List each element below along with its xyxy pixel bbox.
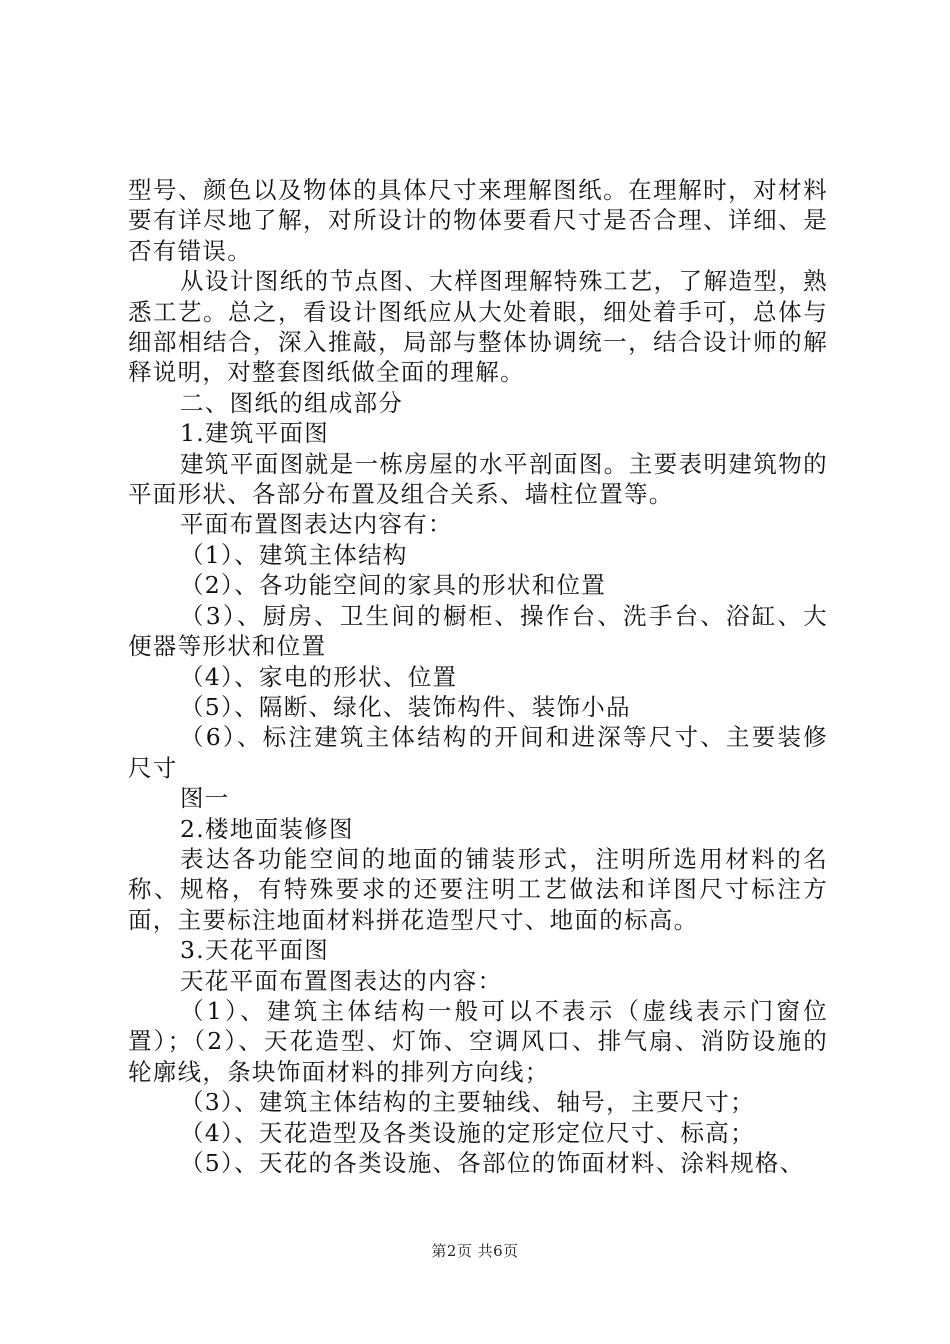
list-item: （1）、建筑主体结构 [180,540,408,569]
list-item: （4）、家电的形状、位置 [180,662,458,691]
subsection-heading: 1.建筑平面图 [180,419,330,448]
subsection-heading: 2.楼地面装修图 [180,814,354,843]
document-body [128,175,828,1178]
section-heading: 二、图纸的组成部分 [180,388,404,417]
list-item: （2）、各功能空间的家具的形状和位置 [180,571,607,600]
paragraph: 天花平面布置图表达的内容： [180,966,503,995]
paragraph: 型号、颜色以及物体的具体尺寸来理解图纸。在理解时，对材料要有详尽地了解，对所设计的物体要看尺寸是否合理、详细、是否有错误。 [128,176,828,265]
subsection-heading: 3.天花平面图 [180,936,330,965]
figure-label: 图一 [180,784,230,813]
list-item: （5）、隔断、绿化、装饰构件、装饰小品 [180,692,631,721]
list-item: （5）、天花的各类设施、各部位的饰面材料、涂料规格、 [180,1149,805,1177]
page-footer: 第2页 共6页 [431,1242,519,1260]
list-item: （3）、建筑主体结构的主要轴线、轴号，主要尺寸； [180,1088,755,1117]
list-item: （3）、厨房、卫生间的橱柜、操作台、洗手台、浴缸、大便器等形状和位置 [128,601,828,661]
paragraph: 平面布置图表达内容有： [180,510,453,539]
list-item: （6）、标注建筑主体结构的开间和进深等尺寸、主要装修尺寸 [128,723,828,782]
paragraph: 表达各功能空间的地面的铺装形式，注明所选用材料的名称、规格，有特殊要求的还要注明工艺做法和详图尺寸标注方面，主要标注地面材料拼花造型尺寸、地面的标高。 [128,844,828,934]
list-item: （4）、天花造型及各类设施的定形定位尺寸、标高； [180,1118,755,1147]
paragraph: 建筑平面图就是一栋房屋的水平剖面图。主要表明建筑物的平面形状、各部分布置及组合关系、墙柱位置等。 [128,449,828,509]
list-item: （1）、建筑主体结构一般可以不表示（虚线表示门窗位置）；（2）、天花造型、灯饰、空调风口、排气扇、消防设施的轮廓线，条块饰面材料的排列方向线； [128,996,828,1086]
paragraph: 从设计图纸的节点图、大样图理解特殊工艺，了解造型，熟悉工艺。总之，看设计图纸应从大处着眼，细处着手可，总体与细部相结合，深入推敲，局部与整体协调统一，结合设计师的解释说明，对整套图纸做全面的理解。 [128,267,828,387]
